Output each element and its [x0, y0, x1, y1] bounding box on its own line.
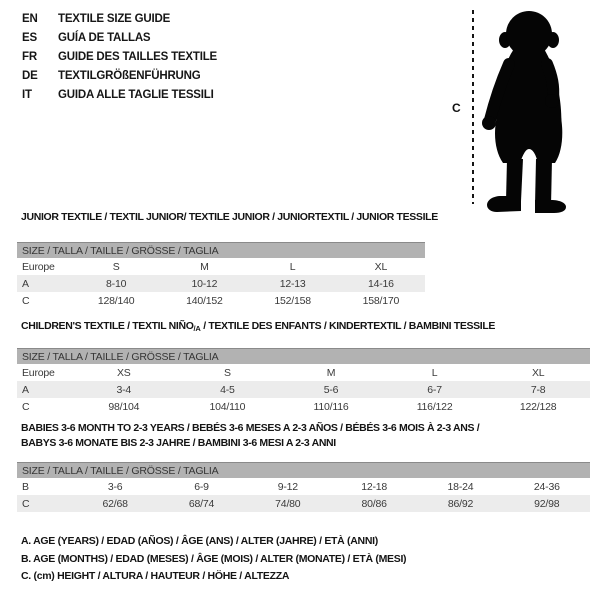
- row-label: Europe: [22, 260, 55, 273]
- guide-title-it: GUIDA ALLE TAGLIE TESSILI: [58, 88, 214, 101]
- size-cell: 24-36: [533, 480, 560, 493]
- size-cell: 116/122: [416, 400, 453, 413]
- table-row: [17, 495, 590, 512]
- table-row: [17, 478, 590, 495]
- size-cell: M: [326, 366, 336, 379]
- table-row: [17, 258, 425, 275]
- row-label: C: [22, 400, 30, 413]
- language-row-en: [22, 9, 217, 28]
- size-cell: L: [289, 260, 296, 273]
- guide-title-de: TEXTILGRÖßENFÜHRUNG: [58, 69, 201, 82]
- row-label: B: [22, 480, 29, 493]
- size-cell: 86/92: [447, 497, 474, 510]
- size-cell: L: [431, 366, 438, 379]
- junior-size-table: [17, 242, 425, 309]
- size-cell: 3-6: [107, 480, 123, 493]
- footnote-age-years: A. AGE (YEARS) / EDAD (AÑOS) / ÂGE (ANS) / ALTER (JAHRE) / ETÀ (ANNI): [21, 535, 378, 547]
- size-cell: M: [200, 260, 209, 273]
- language-code: FR: [22, 50, 37, 63]
- size-cell: 128/140: [97, 294, 135, 307]
- size-cell: 18-24: [447, 480, 474, 493]
- size-cell: 8-10: [106, 277, 127, 290]
- size-cell: 5-6: [323, 383, 339, 396]
- footnote-height-cm: C. (cm) HEIGHT / ALTURA / HAUTEUR / HÖHE / ALTEZZA: [21, 570, 290, 582]
- table-size-header: SIZE / TALLA / TAILLE / GRÖSSE / TAGLIA: [17, 242, 425, 258]
- footnotes: [21, 533, 406, 586]
- babies-size-table: [17, 462, 590, 512]
- table-row: [17, 381, 590, 398]
- guide-title-fr: GUIDE DES TAILLES TEXTILE: [58, 50, 217, 63]
- size-cell: 6-7: [427, 383, 442, 396]
- size-cell: 152/158: [274, 294, 311, 307]
- size-cell: 74/80: [275, 497, 301, 510]
- section-title-children: [21, 320, 495, 333]
- section-title-children-post: / TEXTILE DES ENFANTS / KINDERTEXTIL / BAMBINI TESSILE: [200, 320, 496, 332]
- table-row: [17, 398, 590, 415]
- size-cell: 104/110: [209, 400, 246, 413]
- language-code: DE: [22, 69, 38, 82]
- section-title-children-pre: CHILDREN'S TEXTILE / TEXTIL NIÑO: [21, 320, 194, 332]
- size-cell: 6-9: [194, 480, 209, 493]
- size-cell: 158/170: [362, 294, 400, 307]
- row-label: A: [22, 277, 29, 290]
- row-label: C: [22, 294, 30, 307]
- size-cell: 62/68: [102, 497, 128, 510]
- size-cell: 98/104: [108, 400, 140, 413]
- size-cell: 80/86: [361, 497, 387, 510]
- size-cell: 7-8: [530, 383, 546, 396]
- size-cell: 12-18: [361, 480, 388, 493]
- size-cell: 9-12: [277, 480, 298, 493]
- section-title-babies: [21, 421, 581, 451]
- height-measure-dashed-line: [472, 10, 474, 204]
- size-cell: 68/74: [188, 497, 215, 510]
- size-cell: 122/128: [519, 400, 557, 413]
- table-size-header: SIZE / TALLA / TAILLE / GRÖSSE / TAGLIA: [17, 348, 590, 364]
- size-cell: XS: [116, 366, 131, 379]
- language-title-list: [22, 9, 217, 104]
- size-cell: 10-12: [191, 277, 218, 290]
- section-title-children-sub: /A: [193, 324, 201, 333]
- section-title-junior: JUNIOR TEXTILE / TEXTIL JUNIOR/ TEXTILE JUNIOR / JUNIORTEXTIL / JUNIOR TESSILE: [21, 211, 438, 223]
- row-label: Europe: [22, 366, 55, 379]
- size-cell: XL: [374, 260, 388, 273]
- size-cell: 110/116: [313, 400, 349, 413]
- size-cell: 3-4: [116, 383, 132, 396]
- height-measure-label: C: [452, 101, 461, 115]
- section-title-babies-line1: BABIES 3-6 MONTH TO 2-3 YEARS / BEBÉS 3-6 MESES A 2-3 AÑOS / BÉBÉS 3-6 MOIS À 2-3 ANS /: [21, 422, 480, 434]
- size-cell: S: [223, 366, 231, 379]
- guide-title-es: GUÍA DE TALLAS: [58, 31, 151, 44]
- guide-title-en: TEXTILE SIZE GUIDE: [58, 12, 171, 25]
- table-row: [17, 364, 590, 381]
- table-row: [17, 275, 425, 292]
- section-title-babies-line2: BABYS 3-6 MONATE BIS 2-3 JAHRE / BAMBINI 3-6 MESI A 2-3 ANNI: [21, 437, 336, 449]
- toddler-silhouette-icon: [482, 4, 597, 214]
- language-code: ES: [22, 31, 37, 44]
- footnote-age-months: B. AGE (MONTHS) / EDAD (MESES) / ÂGE (MOIS) / ALTER (MONATE) / ETÀ (MESI): [21, 552, 407, 565]
- table-row: [17, 292, 425, 309]
- size-cell: 92/98: [534, 497, 560, 510]
- table-size-header: SIZE / TALLA / TAILLE / GRÖSSE / TAGLIA: [17, 462, 590, 478]
- row-label: A: [22, 383, 29, 396]
- language-row-it: [22, 85, 217, 104]
- language-code: EN: [22, 12, 38, 25]
- size-cell: XL: [531, 366, 545, 379]
- language-code: IT: [22, 88, 32, 101]
- children-size-table: [17, 348, 590, 415]
- row-label: C: [22, 497, 30, 510]
- size-cell: 14-16: [367, 277, 394, 290]
- size-cell: 4-5: [220, 383, 235, 396]
- language-row-de: [22, 66, 217, 85]
- size-cell: 12-13: [279, 277, 306, 290]
- language-row-es: [22, 28, 217, 47]
- language-row-fr: [22, 47, 217, 66]
- size-cell: S: [112, 260, 120, 273]
- size-cell: 140/152: [186, 294, 223, 307]
